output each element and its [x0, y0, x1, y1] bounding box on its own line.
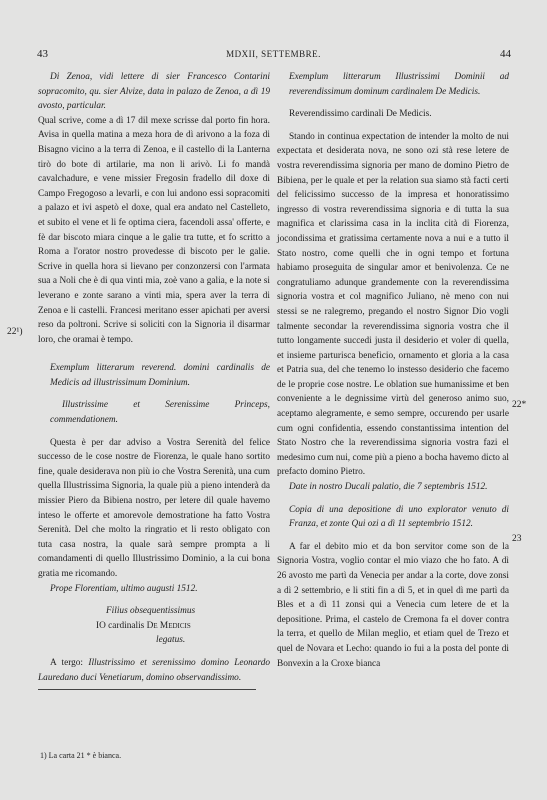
intro-heading: Di Zenoa, vidi lettere di sier Francesco Contarini sopracomito, qu. sier Alvize, data in palazo de Zenoa, a dì 19 avosto, particular.	[38, 72, 270, 112]
signature-name: De Medicis	[146, 620, 191, 631]
letter-date-right: Date in nostro Ducali palatio, die 7 septembris 1512.	[289, 482, 488, 493]
running-title: MDXII, SETTEMBRE.	[226, 49, 321, 59]
a-tergo-label: A tergo:	[50, 657, 84, 668]
signature-line-3: legatus.	[156, 635, 186, 646]
right-body-paragraph-2: A far el debito mio et da bon servitor come son de la Signoria Vostra, voglio contar el mio viazo che ho fato. A dì 26 avosto me partì da Venecia per andar a la corte, dove zonsi a dì 2 settembrio, e li stiti fin a dì 5, et in quel dì me partì da Bles et a dì 11 zonsi qui a Venecia cum letere de et la depositione. Prima, el castelo de Cremona fa el dover contra la terra, et quello de Milan meglio, et etiam quel de Trezo et quel de Novara et Lecho: quando io fui a la posta del ponte di Bonvexin a la Croxe bianca	[277, 541, 509, 669]
page-number-left: 43	[37, 48, 48, 60]
a-tergo-address: Illustrissimo et serenissimo domino Leonardo Lauredano duci Venetiarum, domino observandissimo.	[38, 657, 271, 683]
margin-number-22-right: 22*	[512, 400, 527, 410]
footnote: 1) La carta 21 * è bianca.	[40, 751, 122, 760]
footnote-rule	[38, 689, 256, 690]
signature-line-1: Filius obsequentissimus	[106, 606, 196, 617]
left-body-paragraph-2: Questa è per dar adviso a Vostra Serenità del felice successo de le cose nostre de Fiorenza, le quale hano sortito fine, quale desiderava non più io che Vostra Serenità, una cum quella Illustrissima Signoria, la quale più a pieno intenderà da missier Piero da Bibiena nostro, per letere dil quale havemo inteso le offerte et amorevole demostratione ha fatto Vostra Serenità. Del che molto la ringratio et li resto obligato con tuta casa nostra, la quale sarà sempre prompta a li comandamenti di quello Illustrissimo Dominio, a la cui bona gratia me ricomando.	[38, 437, 270, 579]
a-tergo	[38, 656, 270, 685]
right-body-paragraph-1: Stando in continua expectation de intender la molto de nui expectata et desiderata nova, ne sono ozi stà rese letere de vostra reverendissima signoria per mano de domino Pietro de Bibiena, per le quale et per la relation sua siamo stà facti certi del felicissimo successo de la impresa et honoratissimo ingresso di vostra reverendissima signoria e di tutta la sua magnifica et clarissima casa in la inclita cità di Fiorenza, jocondissima et gratissima certamente nova a nui e a tutto il Stato nostro, come quelli che in ogni tempo et fortuna habiamo proseguita de singular amor et benivolenza. Ce ne congratuliamo adunque grandemente con la reverendissima signoria vostra et col magnifico Juliano, nè meno con nui stessi se ne ralegremo, pregando el nostro Signor Dio vogli talmente secondar la reverendissima signoria vostra che il tutto longamente succedi justa il desiderio et voler di quella, et insieme parturisca beneficio, ornamento et gloria a la casa et Patria sua, del che tenemo lo instesso desiderio che facemo de le proprie cose nostre. Le oblation sue humanissime et ben conveniente a le degnissime virtù del generoso animo suo, aceptamo alegramente, e semo sempre, occurendo per usarle cum ogni confidentia, essendo constantissima intention del Stato Nostro che la reverendissima signoria vostra fazi el medesimo cum nui, come più a pieno a bocha havemo dicto al prefacto domino Pietro.	[277, 131, 509, 478]
margin-number-22-left: 22¹)	[7, 327, 23, 337]
signature-line-2	[38, 619, 270, 634]
left-body-paragraph-1: Qual scrive, come a dì 17 dil mexe scrisse dal porto fin hora. Avisa in quella matina a meza hora de dì arivono a la foza di Bisagno vicino a la terra di Zenoa, e il castello di la Lanterna tirò do bote di artilarie, ma non li arivò. Li fo mandà cavalchadure, e vene missier Fregosin fradello dil doxe di Campo Fregogoso a levarli, e con lui andono essi sopracomiti a palazo et ivi aspetò el doxe, qual era andato nel Castelleto, et subito el vene et li fe optima ciera, facendoli assa' offerte, e fè dar biscoto miara cinque a le galie tra tutte, et fo scritto a Roma a l'orator nostro provedesse di biscoto per le galie. Scrive in quella hora si lievano per conzonzersi con l'armata sua a Noli che è di qua vinti mia, zoè vano a galia, e la note si leverano e zonte sarano a vinti mia, spera aver la terra di Zenoa e li castelli. Francesi meritano esser apichati per aversi reso da poltroni. Scrive si soliciti con la Signoria il disarmar loro, che oramai è tempo.	[38, 115, 270, 345]
exemplum-heading-left: Exemplum litterarum reverend. domini cardinalis de Medicis ad illustrissimum Dominium.	[50, 363, 270, 388]
page-number-right: 44	[500, 48, 511, 60]
copia-heading: Copia di una depositione di uno explorator venuto di Franza, et zonte Qui ozi a dì 11 septembrio 1512.	[289, 504, 509, 530]
salutation-right: Reverendissimo cardinali De Medicis.	[289, 109, 432, 120]
right-column	[277, 70, 509, 671]
running-header	[0, 48, 547, 64]
salutation-left: Illustrissime et Serenissime Princeps, commendationem.	[50, 400, 270, 426]
margin-number-23: 23	[512, 534, 522, 544]
exemplum-heading-right: Exemplum litterarum Illustrissimi Dominii ad reverendissimum dominum cardinalem De Medicis.	[289, 72, 509, 97]
left-column	[38, 70, 270, 696]
signature-title: IO cardinalis	[96, 620, 145, 631]
letter-date-left: Prope Florentiam, ultimo augusti 1512.	[50, 583, 198, 594]
